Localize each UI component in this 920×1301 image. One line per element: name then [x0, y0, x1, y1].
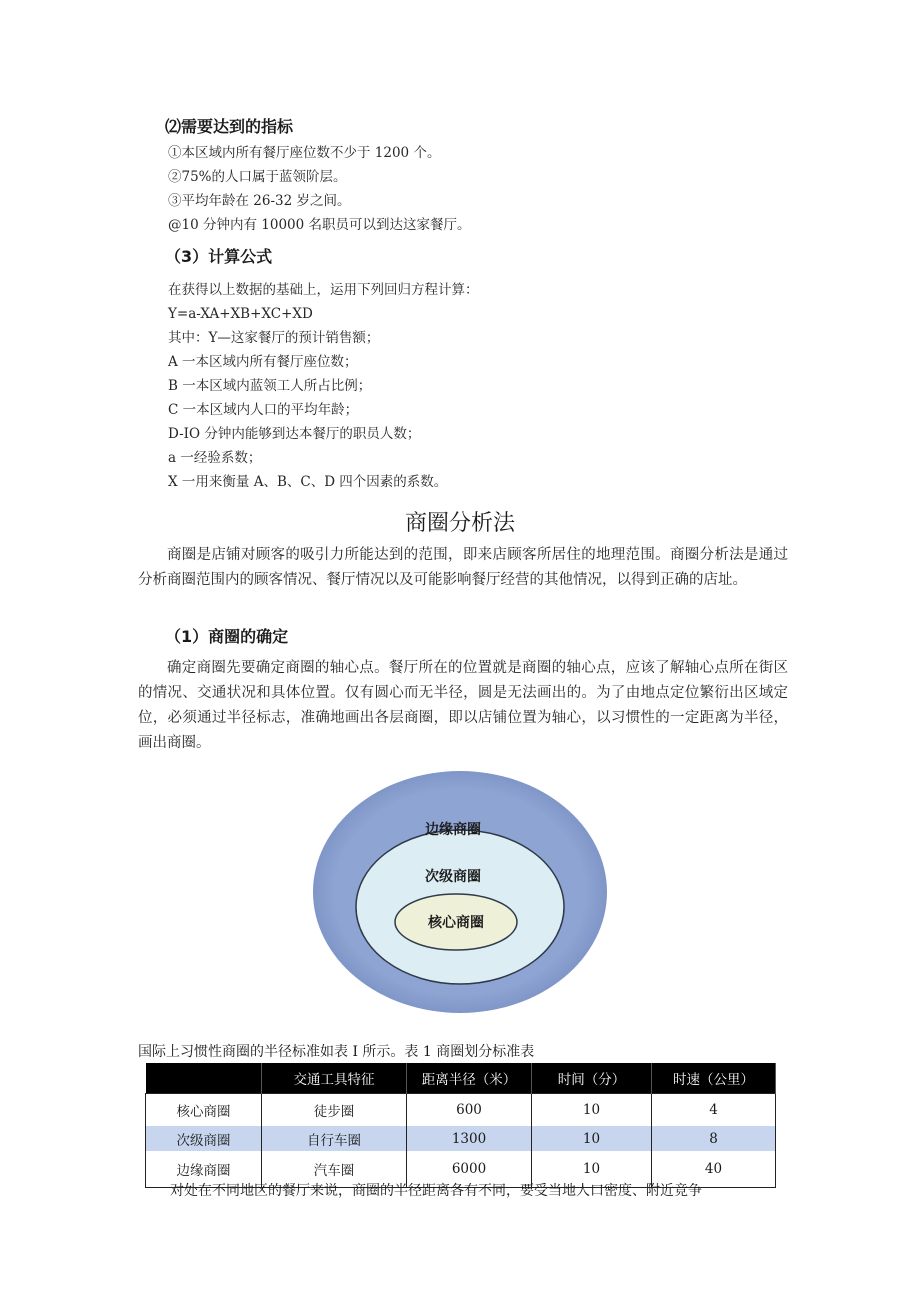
table-cell: 10	[532, 1151, 652, 1188]
table-header-row	[146, 1063, 776, 1094]
body-paragraph: 确定商圈先要确定商圈的轴心点。餐厅所在的位置就是商圈的轴心点，应该了解轴心点所在街区的情况、交通状况和具体位置。仅有圆心而无半径，圆是无法画出的。为了由地点定位繁衍出区域定位，必须通过半径标志，准确地画出各层商圈，即以店铺位置为轴心，以习惯性的一定距离为半径，画出商圈。	[138, 660, 788, 751]
inner-ring-label: 核心商圈	[428, 915, 484, 931]
formula-line: X 一用来衡量 A、B、C、D 四个因素的系数。	[168, 474, 448, 490]
table-cell: 核心商圈	[146, 1094, 262, 1127]
table-row	[146, 1126, 776, 1151]
trade-area-table	[145, 1063, 776, 1188]
formula-line: D-IO 分钟内能够到达本餐厅的职员人数；	[168, 426, 421, 442]
table-cell: 8	[652, 1126, 776, 1151]
table-header	[146, 1063, 262, 1094]
table-header: 交通工具特征	[262, 1063, 407, 1094]
indicator-item-4: @10 分钟内有 10000 名职员可以到达这家餐厅。	[168, 217, 471, 233]
formula-equation: Y=a-XA+XB+XC+XD	[168, 306, 313, 322]
indicator-item-3: ③平均年龄在 26-32 岁之间。	[168, 193, 351, 209]
middle-ring-label: 次级商圈	[425, 869, 481, 885]
table-cell: 10	[532, 1126, 652, 1151]
section-3-heading: （3）计算公式	[165, 247, 273, 266]
subsection-heading: （1）商圈的确定	[165, 627, 289, 646]
table-cell: 600	[407, 1094, 532, 1127]
table-cell: 次级商圈	[146, 1126, 262, 1151]
table-cell: 10	[532, 1094, 652, 1127]
trade-area-diagram	[311, 770, 609, 1015]
indicator-item-2: ②75%的人口属于蓝领阶层。	[168, 169, 347, 185]
table-cell: 40	[652, 1151, 776, 1188]
formula-line: a 一经验系数；	[168, 450, 262, 466]
table-cell: 汽车圈	[262, 1151, 407, 1188]
table-row	[146, 1094, 776, 1127]
table-header: 距离半径（米）	[407, 1063, 532, 1094]
formula-intro: 在获得以上数据的基础上，运用下列回归方程计算：	[168, 282, 479, 298]
table-cell: 边缘商圈	[146, 1151, 262, 1188]
table-cell: 4	[652, 1094, 776, 1127]
table-caption: 国际上习惯性商圈的半径标准如表 I 所示。表 1 商圈划分标准表	[138, 1044, 535, 1060]
formula-line: C 一本区域内人口的平均年龄；	[168, 402, 359, 418]
continuation-text: 对处在不同地区的餐厅来说，商圈的半径距离各有不同，要受当地人口密度、附近竞争	[170, 1183, 702, 1199]
section-2-heading: ⑵需要达到的指标	[165, 117, 294, 136]
indicator-item-1: ①本区域内所有餐厅座位数不少于 1200 个。	[168, 145, 441, 161]
table-header: 时间（分）	[532, 1063, 652, 1094]
table-header: 时速（公里）	[652, 1063, 776, 1094]
formula-line: 其中：Y—这家餐厅的预计销售额；	[168, 330, 380, 346]
table-cell: 6000	[407, 1151, 532, 1188]
intro-paragraph: 商圈是店铺对顾客的吸引力所能达到的范围，即来店顾客所居住的地理范围。商圈分析法是通过分析商圈范围内的顾客情况、餐厅情况以及可能影响餐厅经营的其他情况，以得到正确的店址。	[138, 547, 788, 588]
table-cell: 1300	[407, 1126, 532, 1151]
table-cell: 自行车圈	[262, 1126, 407, 1151]
section-title: 商圈分析法	[404, 511, 515, 536]
outer-ring-label: 边缘商圈	[425, 822, 481, 838]
formula-line: A 一本区域内所有餐厅座位数；	[168, 354, 358, 370]
formula-line: B 一本区域内蓝领工人所占比例；	[168, 378, 372, 394]
table-cell: 徒步圈	[262, 1094, 407, 1127]
